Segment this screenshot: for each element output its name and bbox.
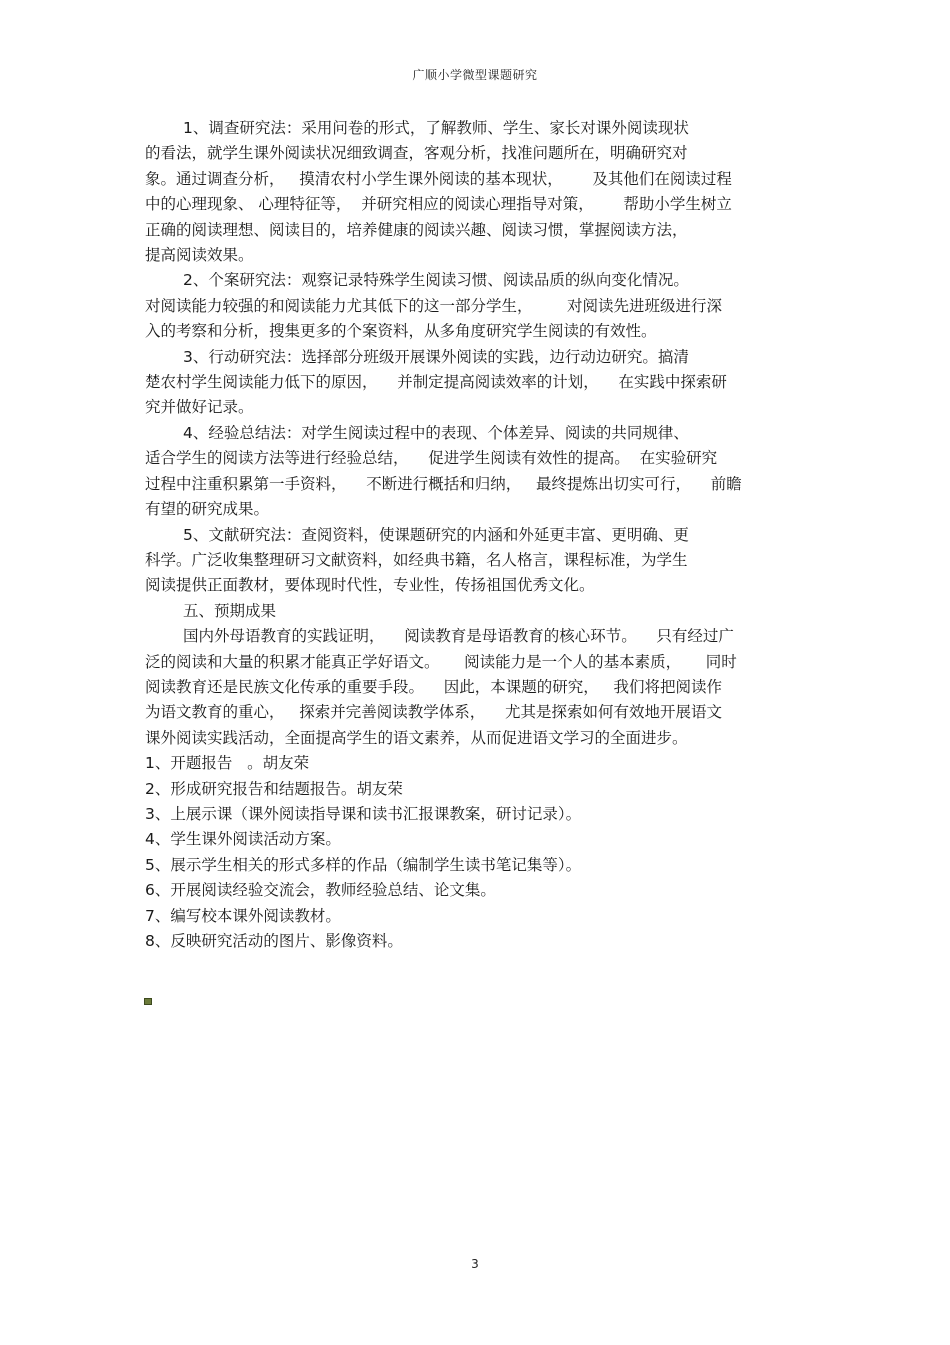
paragraph-line: 阅读提供正面教材，要体现时代性，专业性，传扬祖国优秀文化。 bbox=[145, 576, 595, 595]
outcome-item: 2、形成研究报告和结题报告。胡友荣 bbox=[145, 779, 403, 798]
outcome-item: 5、展示学生相关的形式多样的作品（编制学生读书笔记集等）。 bbox=[145, 855, 582, 874]
paragraph-line: 国内外母语教育的实践证明， 阅读教育是母语教育的核心环节。 只有经过广 bbox=[183, 627, 734, 646]
document-body bbox=[145, 116, 810, 954]
paragraph-line: 1、调查研究法：采用问卷的形式，了解教师、学生、家长对课外阅读现状 bbox=[183, 119, 689, 137]
outcome-item: 1、开题报告 。胡友荣 bbox=[145, 754, 310, 773]
paragraph-line: 正确的阅读理想、阅读目的，培养健康的阅读兴趣、阅读习惯，掌握阅读方法， bbox=[145, 220, 688, 239]
outcome-item: 6、开展阅读经验交流会，教师经验总结、论文集。 bbox=[145, 881, 496, 900]
outcome-item: 3、上展示课（课外阅读指导课和读书汇报课教案，研讨记录）。 bbox=[145, 804, 582, 823]
outcome-item: 4、学生课外阅读活动方案。 bbox=[145, 830, 341, 849]
paragraph-line: 楚农村学生阅读能力低下的原因， 并制定提高阅读效率的计划， 在实践中探索研 bbox=[145, 373, 727, 392]
page-header: 广顺小学微型课题研究 bbox=[412, 68, 538, 82]
paragraph-line: 为语文教育的重心， 探索并完善阅读教学体系， 尤其是探索如何有效地开展语文 bbox=[145, 703, 722, 722]
paragraph-line: 课外阅读实践活动，全面提高学生的语文素养，从而促进语文学习的全面进步。 bbox=[145, 728, 688, 747]
paragraph-line: 中的心理现象、 心理特征等， 并研究相应的阅读心理指导对策， 帮助小学生树立 bbox=[145, 195, 732, 214]
section-heading: 五、预期成果 bbox=[183, 601, 277, 620]
outcome-item: 8、反映研究活动的图片、影像资料。 bbox=[145, 932, 403, 950]
paragraph-line: 对阅读能力较强的和阅读能力尤其低下的这一部分学生， 对阅读先进班级进行深 bbox=[145, 296, 722, 315]
paragraph-line: 4、经验总结法：对学生阅读过程中的表现、个体差异、阅读的共同规律、 bbox=[183, 423, 689, 442]
paragraph-line: 过程中注重积累第一手资料， 不断进行概括和归纳， 最终提炼出切实可行， 前瞻 bbox=[145, 474, 742, 493]
paragraph-line: 5、文献研究法：查阅资料，使课题研究的内涵和外延更丰富、更明确、更 bbox=[183, 525, 689, 544]
paragraph-line: 究并做好记录。 bbox=[145, 398, 254, 417]
outcome-item: 7、编写校本课外阅读教材。 bbox=[145, 906, 341, 925]
paragraph-line: 有望的研究成果。 bbox=[145, 500, 270, 519]
paragraph-line: 阅读教育还是民族文化传承的重要手段。 因此，本课题的研究， 我们将把阅读作 bbox=[145, 677, 722, 696]
paragraph-line: 科学。广泛收集整理研习文献资料，如经典书籍，名人格言，课程标准，为学生 bbox=[145, 550, 688, 569]
paragraph-line: 入的考察和分析，搜集更多的个案资料，从多角度研究学生阅读的有效性。 bbox=[145, 322, 657, 341]
page-number: 3 bbox=[471, 1257, 479, 1271]
paragraph-line: 提高阅读效果。 bbox=[145, 246, 254, 265]
paragraph-line: 3、行动研究法：选择部分班级开展课外阅读的实践，边行动边研究。搞清 bbox=[183, 347, 689, 366]
paragraph-line: 2、个案研究法：观察记录特殊学生阅读习惯、阅读品质的纵向变化情况。 bbox=[183, 271, 689, 290]
small-image-mark bbox=[144, 998, 152, 1005]
paragraph-line: 的看法，就学生课外阅读状况细致调查，客观分析，找准问题所在，明确研究对 bbox=[145, 144, 688, 163]
paragraph-line: 象。通过调查分析， 摸清农村小学生课外阅读的基本现状， 及其他们在阅读过程 bbox=[145, 169, 732, 188]
paragraph-line: 泛的阅读和大量的积累才能真正学好语文。 阅读能力是一个人的基本素质， 同时 bbox=[145, 652, 737, 671]
paragraph-line: 适合学生的阅读方法等进行经验总结， 促进学生阅读有效性的提高。 在实验研究 bbox=[145, 449, 718, 468]
